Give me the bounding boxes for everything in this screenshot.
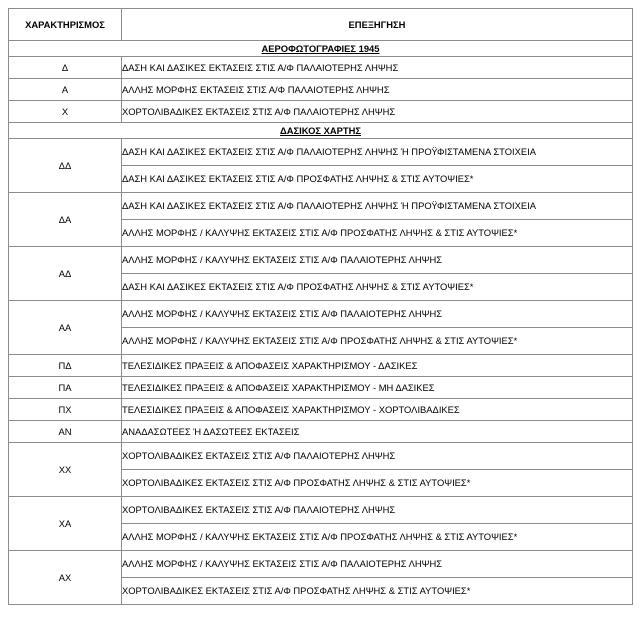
code-cell: ΧΧ	[9, 443, 122, 497]
table-row	[9, 193, 633, 220]
code-column-header: ΧΑΡΑΚΤΗΡΙΣΜΟΣ	[9, 9, 122, 41]
description-cell: ΑΛΛΗΣ ΜΟΡΦΗΣ / ΚΑΛΥΨΗΣ ΕΚΤΑΣΕΙΣ ΣΤΙΣ Α/Φ ΠΑΛΑΙΟΤΕΡΗΣ ΛΗΨΗΣ	[122, 247, 633, 274]
header-row	[9, 9, 633, 41]
description-cell: ΑΛΛΗΣ ΜΟΡΦΗΣ / ΚΑΛΥΨΗΣ ΕΚΤΑΣΕΙΣ ΣΤΙΣ Α/Φ ΠΡΟΣΦΑΤΗΣ ΛΗΨΗΣ & ΣΤΙΣ ΑΥΤΟΨΙΕΣ*	[122, 220, 633, 247]
table-row	[9, 355, 633, 377]
code-cell: ΑΧ	[9, 551, 122, 605]
table-row	[9, 79, 633, 101]
description-cell: ΔΑΣΗ ΚΑΙ ΔΑΣΙΚΕΣ ΕΚΤΑΣΕΙΣ ΣΤΙΣ Α/Φ ΠΑΛΑΙΟΤΕΡΗΣ ΛΗΨΗΣ Ή ΠΡΟΫΦΙΣΤΑΜΕΝΑ ΣΤΟΙΧΕΙΑ	[122, 139, 633, 166]
code-cell: ΠΑ	[9, 377, 122, 399]
table-row	[9, 399, 633, 421]
code-cell: ΧΑ	[9, 497, 122, 551]
description-cell: ΤΕΛΕΣΙΔΙΚΕΣ ΠΡΑΞΕΙΣ & ΑΠΟΦΑΣΕΙΣ ΧΑΡΑΚΤΗΡΙΣΜΟΥ - ΔΑΣΙΚΕΣ	[122, 355, 633, 377]
section-title: ΔΑΣΙΚΟΣ ΧΑΡΤΗΣ	[9, 123, 633, 139]
table-body	[9, 41, 633, 605]
code-cell: ΔΑ	[9, 193, 122, 247]
table-header	[9, 9, 633, 41]
table-row	[9, 101, 633, 123]
description-cell: ΧΟΡΤΟΛΙΒΑΔΙΚΕΣ ΕΚΤΑΣΕΙΣ ΣΤΙΣ Α/Φ ΠΑΛΑΙΟΤΕΡΗΣ ΛΗΨΗΣ	[122, 443, 633, 470]
table-row	[9, 247, 633, 274]
description-cell: ΑΛΛΗΣ ΜΟΡΦΗΣ ΕΚΤΑΣΕΙΣ ΣΤΙΣ Α/Φ ΠΑΛΑΙΟΤΕΡΗΣ ΛΗΨΗΣ	[122, 79, 633, 101]
description-cell: ΧΟΡΤΟΛΙΒΑΔΙΚΕΣ ΕΚΤΑΣΕΙΣ ΣΤΙΣ Α/Φ ΠΑΛΑΙΟΤΕΡΗΣ ΛΗΨΗΣ	[122, 497, 633, 524]
description-cell: ΧΟΡΤΟΛΙΒΑΔΙΚΕΣ ΕΚΤΑΣΕΙΣ ΣΤΙΣ Α/Φ ΠΡΟΣΦΑΤΗΣ ΛΗΨΗΣ & ΣΤΙΣ ΑΥΤΟΨΙΕΣ*	[122, 578, 633, 605]
table-row	[9, 443, 633, 470]
code-cell: Χ	[9, 101, 122, 123]
code-cell: ΔΔ	[9, 139, 122, 193]
code-cell: ΠΧ	[9, 399, 122, 421]
description-cell: ΔΑΣΗ ΚΑΙ ΔΑΣΙΚΕΣ ΕΚΤΑΣΕΙΣ ΣΤΙΣ Α/Φ ΠΡΟΣΦΑΤΗΣ ΛΗΨΗΣ & ΣΤΙΣ ΑΥΤΟΨΙΕΣ*	[122, 274, 633, 301]
description-cell: ΑΛΛΗΣ ΜΟΡΦΗΣ / ΚΑΛΥΨΗΣ ΕΚΤΑΣΕΙΣ ΣΤΙΣ Α/Φ ΠΑΛΑΙΟΤΕΡΗΣ ΛΗΨΗΣ	[122, 301, 633, 328]
classification-table	[8, 8, 633, 605]
code-cell: Α	[9, 79, 122, 101]
description-cell: ΔΑΣΗ ΚΑΙ ΔΑΣΙΚΕΣ ΕΚΤΑΣΕΙΣ ΣΤΙΣ Α/Φ ΠΑΛΑΙΟΤΕΡΗΣ ΛΗΨΗΣ	[122, 57, 633, 79]
code-cell: ΑΑ	[9, 301, 122, 355]
table-row	[9, 139, 633, 166]
table-row	[9, 551, 633, 578]
section-title: ΑΕΡΟΦΩΤΟΓΡΑΦΙΕΣ 1945	[9, 41, 633, 57]
table-row	[9, 421, 633, 443]
description-cell: ΑΛΛΗΣ ΜΟΡΦΗΣ / ΚΑΛΥΨΗΣ ΕΚΤΑΣΕΙΣ ΣΤΙΣ Α/Φ ΠΑΛΑΙΟΤΕΡΗΣ ΛΗΨΗΣ	[122, 551, 633, 578]
code-cell: Δ	[9, 57, 122, 79]
description-cell: ΤΕΛΕΣΙΔΙΚΕΣ ΠΡΑΞΕΙΣ & ΑΠΟΦΑΣΕΙΣ ΧΑΡΑΚΤΗΡΙΣΜΟΥ - ΧΟΡΤΟΛΙΒΑΔΙΚΕΣ	[122, 399, 633, 421]
description-cell: ΧΟΡΤΟΛΙΒΑΔΙΚΕΣ ΕΚΤΑΣΕΙΣ ΣΤΙΣ Α/Φ ΠΡΟΣΦΑΤΗΣ ΛΗΨΗΣ & ΣΤΙΣ ΑΥΤΟΨΙΕΣ*	[122, 470, 633, 497]
description-cell: ΑΛΛΗΣ ΜΟΡΦΗΣ / ΚΑΛΥΨΗΣ ΕΚΤΑΣΕΙΣ ΣΤΙΣ Α/Φ ΠΡΟΣΦΑΤΗΣ ΛΗΨΗΣ & ΣΤΙΣ ΑΥΤΟΨΙΕΣ*	[122, 524, 633, 551]
section-row	[9, 41, 633, 57]
description-column-header: ΕΠΕΞΗΓΗΣΗ	[122, 9, 633, 41]
description-cell: ΑΝΑΔΑΣΩΤΕΕΣ Ή ΔΑΣΩΤΕΕΣ ΕΚΤΑΣΕΙΣ	[122, 421, 633, 443]
description-cell: ΤΕΛΕΣΙΔΙΚΕΣ ΠΡΑΞΕΙΣ & ΑΠΟΦΑΣΕΙΣ ΧΑΡΑΚΤΗΡΙΣΜΟΥ - ΜΗ ΔΑΣΙΚΕΣ	[122, 377, 633, 399]
table-row	[9, 377, 633, 399]
code-cell: ΠΔ	[9, 355, 122, 377]
code-cell: ΑΝ	[9, 421, 122, 443]
table-row	[9, 57, 633, 79]
code-cell: ΑΔ	[9, 247, 122, 301]
description-cell: ΑΛΛΗΣ ΜΟΡΦΗΣ / ΚΑΛΥΨΗΣ ΕΚΤΑΣΕΙΣ ΣΤΙΣ Α/Φ ΠΡΟΣΦΑΤΗΣ ΛΗΨΗΣ & ΣΤΙΣ ΑΥΤΟΨΙΕΣ*	[122, 328, 633, 355]
description-cell: ΧΟΡΤΟΛΙΒΑΔΙΚΕΣ ΕΚΤΑΣΕΙΣ ΣΤΙΣ Α/Φ ΠΑΛΑΙΟΤΕΡΗΣ ΛΗΨΗΣ	[122, 101, 633, 123]
table-row	[9, 301, 633, 328]
section-row	[9, 123, 633, 139]
description-cell: ΔΑΣΗ ΚΑΙ ΔΑΣΙΚΕΣ ΕΚΤΑΣΕΙΣ ΣΤΙΣ Α/Φ ΠΡΟΣΦΑΤΗΣ ΛΗΨΗΣ & ΣΤΙΣ ΑΥΤΟΨΙΕΣ*	[122, 166, 633, 193]
table-row	[9, 497, 633, 524]
description-cell: ΔΑΣΗ ΚΑΙ ΔΑΣΙΚΕΣ ΕΚΤΑΣΕΙΣ ΣΤΙΣ Α/Φ ΠΑΛΑΙΟΤΕΡΗΣ ΛΗΨΗΣ Ή ΠΡΟΫΦΙΣΤΑΜΕΝΑ ΣΤΟΙΧΕΙΑ	[122, 193, 633, 220]
